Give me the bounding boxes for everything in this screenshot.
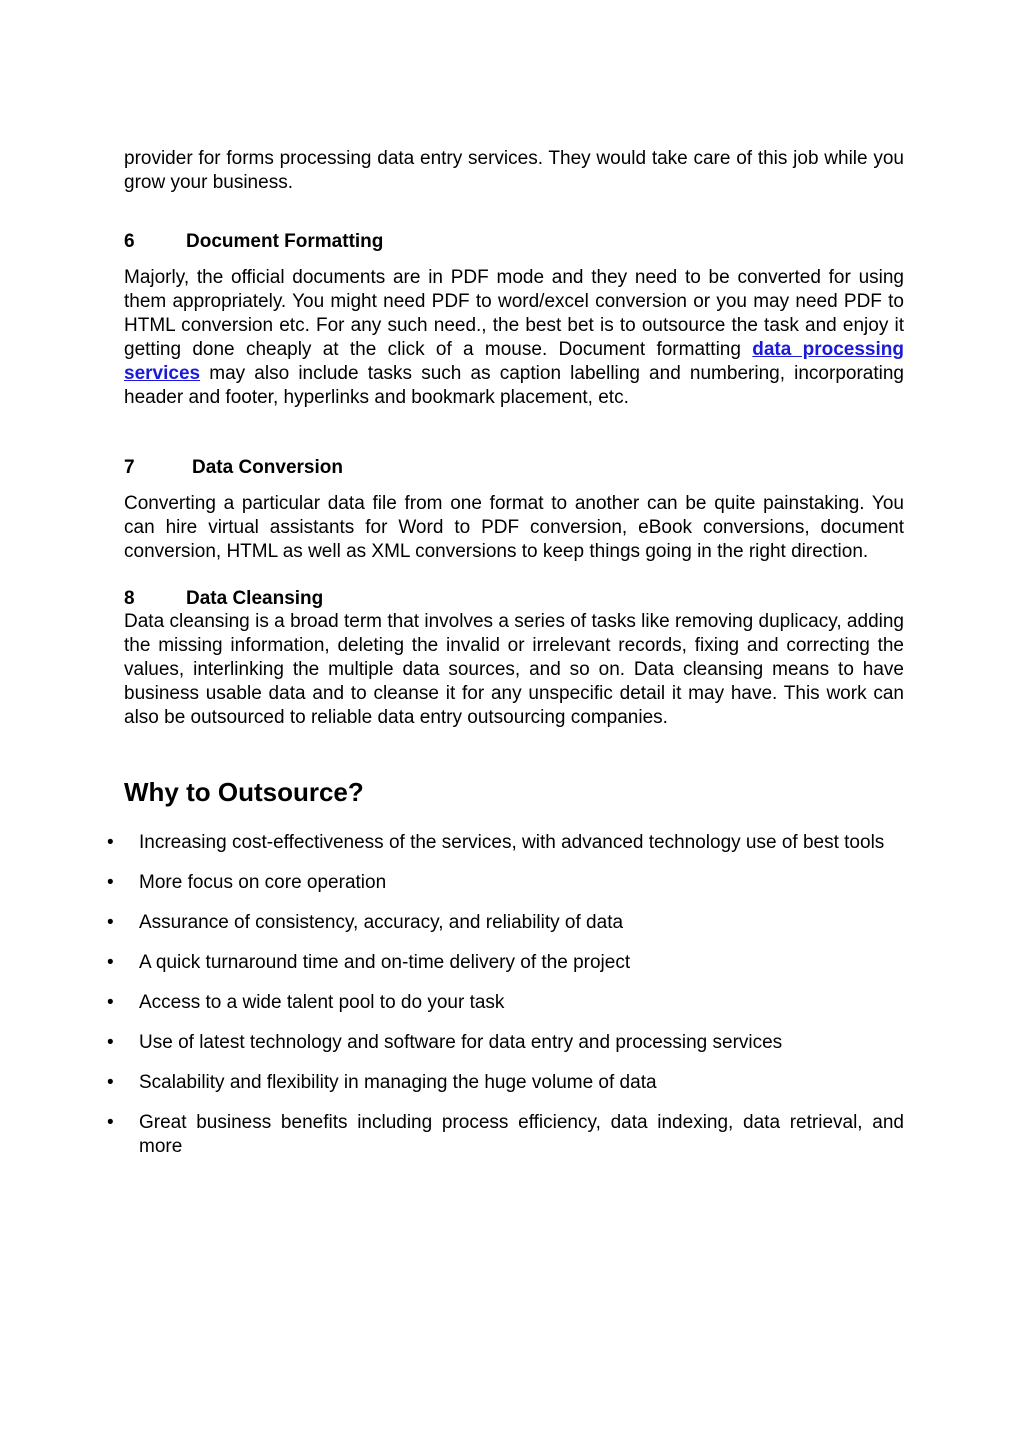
list-item bbox=[104, 1071, 904, 1095]
list-item bbox=[104, 1111, 904, 1159]
bullet-icon: • bbox=[107, 1112, 114, 1133]
list-item-text: A quick turnaround time and on-time delivery of the project bbox=[139, 952, 631, 973]
section-6-body bbox=[124, 266, 904, 410]
section-8-number: 8 bbox=[124, 588, 135, 609]
list-item bbox=[104, 951, 904, 975]
intro-paragraph: provider for forms processing data entry services. They would take care of this job while you grow your business. bbox=[124, 148, 904, 193]
list-item bbox=[104, 1031, 904, 1055]
list-item bbox=[104, 831, 904, 855]
bullet-icon: • bbox=[107, 1032, 114, 1053]
list-item-text: Scalability and flexibility in managing the huge volume of data bbox=[139, 1072, 657, 1093]
list-item bbox=[104, 911, 904, 935]
section-6-number: 6 bbox=[124, 231, 135, 252]
list-item-text: Access to a wide talent pool to do your task bbox=[139, 992, 505, 1013]
section-8-body: Data cleansing is a broad term that involves a series of tasks like removing duplicacy, adding the missing information, deleting the invalid or irrelevant records, fixing and correcting the values, interlinking the multiple data sources, and so on. Data cleansing means to have business usable data and to cleanse it for any unspecific detail it may have. This work can also be outsourced to reliable data entry outsourcing companies. bbox=[124, 611, 904, 728]
list-item-text: Assurance of consistency, accuracy, and reliability of data bbox=[139, 912, 624, 933]
section-8-title: Data Cleansing bbox=[186, 588, 324, 609]
bullet-icon: • bbox=[107, 912, 114, 933]
list-item-text: Great business benefits including process efficiency, data indexing, data retrieval, and more bbox=[139, 1112, 904, 1157]
section-8-heading bbox=[124, 587, 904, 611]
data-processing-services-link[interactable]: data processing services bbox=[124, 339, 904, 384]
list-item bbox=[104, 871, 904, 895]
list-item-text: More focus on core operation bbox=[139, 872, 387, 893]
bullet-icon: • bbox=[107, 952, 114, 973]
section-7-body: Converting a particular data file from one format to another can be quite painstaking. You can hire virtual assistants for Word to PDF conversion, eBook conversions, document conversion, HTML as well as XML conversions to keep things going in the right direction. bbox=[124, 493, 904, 562]
list-item-text: Increasing cost-effectiveness of the services, with advanced technology use of best tools bbox=[139, 832, 885, 853]
list-item-text: Use of latest technology and software for data entry and processing services bbox=[139, 1032, 783, 1053]
section-7-title: Data Conversion bbox=[192, 457, 343, 478]
bullet-icon: • bbox=[107, 872, 114, 893]
why-outsource-heading: Why to Outsource? bbox=[124, 777, 364, 807]
section-7-number: 7 bbox=[124, 457, 135, 478]
bullet-icon: • bbox=[107, 992, 114, 1013]
section-6-title: Document Formatting bbox=[186, 231, 384, 252]
section-6-heading bbox=[124, 230, 904, 254]
bullet-icon: • bbox=[107, 832, 114, 853]
section-7-heading bbox=[124, 456, 904, 480]
bullet-icon: • bbox=[107, 1072, 114, 1093]
list-item bbox=[104, 991, 904, 1015]
benefits-list bbox=[104, 831, 904, 1175]
section-6-body-start: Majorly, the official documents are in PDF mode and they need to be converted for using them appropriately. You might need PDF to word/excel conversion or you may need PDF to HTML conversion etc. For any such need., the best bet is to outsource the task and enjoy it getting done cheaply at the click of a mouse. Document formatting bbox=[124, 267, 904, 360]
section-6-body-end: may also include tasks such as caption labelling and numbering, incorporating header and footer, hyperlinks and bookmark placement, etc. bbox=[124, 363, 904, 408]
